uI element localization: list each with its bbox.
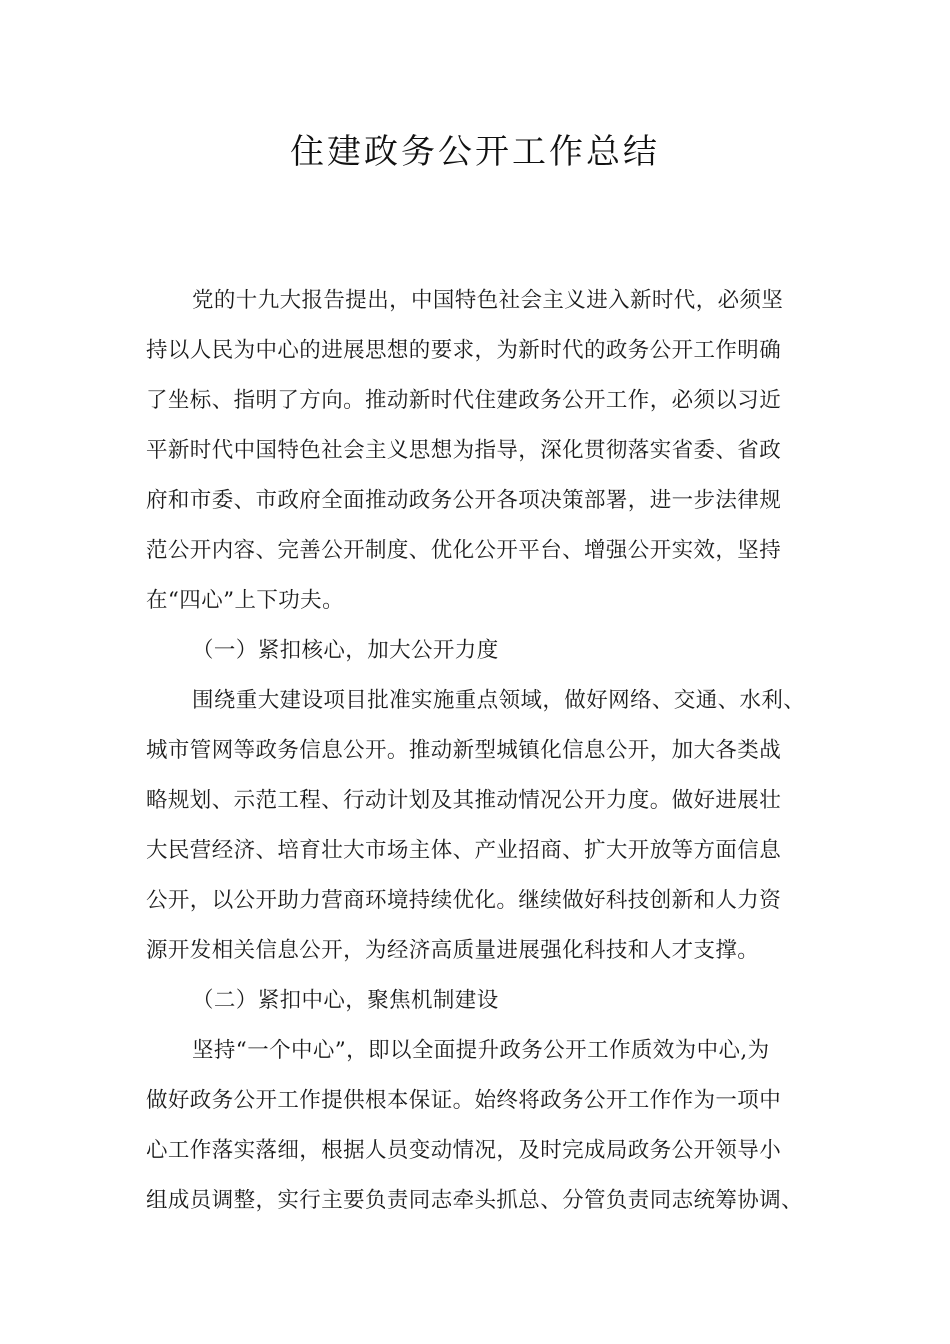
paragraph-2-line-2: 城市管网等政务信息公开。推动新型城镇化信息公开，加大各类战 xyxy=(146,738,782,763)
paragraph-2-line-3: 略规划、示范工程、行动计划及其推动情况公开力度。做好进展壮 xyxy=(146,788,782,813)
paragraph-2-line-6: 源开发相关信息公开，为经济高质量进展强化科技和人才支撑。 xyxy=(146,938,760,963)
paragraph-1-line-6: 范公开内容、完善公开制度、优化公开平台、增强公开实效，坚持 xyxy=(146,538,782,563)
paragraph-3-line-3: 心工作落实落细，根据人员变动情况，及时完成局政务公开领导小 xyxy=(146,1138,782,1163)
paragraph-3-line-1: 坚持“一个中心”，即以全面提升政务公开工作质效为中心,为 xyxy=(192,1038,770,1063)
paragraph-1-line-2: 持以人民为中心的进展思想的要求，为新时代的政务公开工作明确 xyxy=(146,338,782,363)
paragraph-2-line-1: 围绕重大建设项目批准实施重点领域，做好网络、交通、水利、 xyxy=(192,688,806,713)
paragraph-1-line-7: 在“四心”上下功夫。 xyxy=(146,588,344,613)
paragraph-1-line-4: 平新时代中国特色社会主义思想为指导，深化贯彻落实省委、省政 xyxy=(146,438,782,463)
paragraph-1-line-1: 党的十九大报告提出，中国特色社会主义进入新时代，必须坚 xyxy=(192,288,784,313)
paragraph-3-line-2: 做好政务公开工作提供根本保证。始终将政务公开工作作为一项中 xyxy=(146,1088,782,1113)
paragraph-1-line-3: 了坐标、指明了方向。推动新时代住建政务公开工作，必须以习近 xyxy=(146,388,782,413)
paragraph-2-line-5: 公开，以公开助力营商环境持续优化。继续做好科技创新和人力资 xyxy=(146,888,782,913)
paragraph-1-line-5: 府和市委、市政府全面推动政务公开各项决策部署，进一步法律规 xyxy=(146,488,782,513)
section-heading-1: （一）紧扣核心，加大公开力度 xyxy=(192,638,499,663)
section-heading-2: （二）紧扣中心，聚焦机制建设 xyxy=(192,988,499,1013)
paragraph-2-line-4: 大民营经济、培育壮大市场主体、产业招商、扩大开放等方面信息 xyxy=(146,838,782,863)
document-title: 住建政务公开工作总结 xyxy=(290,132,660,172)
paragraph-3-line-4: 组成员调整，实行主要负责同志牵头抓总、分管负责同志统筹协调、 xyxy=(146,1188,804,1213)
